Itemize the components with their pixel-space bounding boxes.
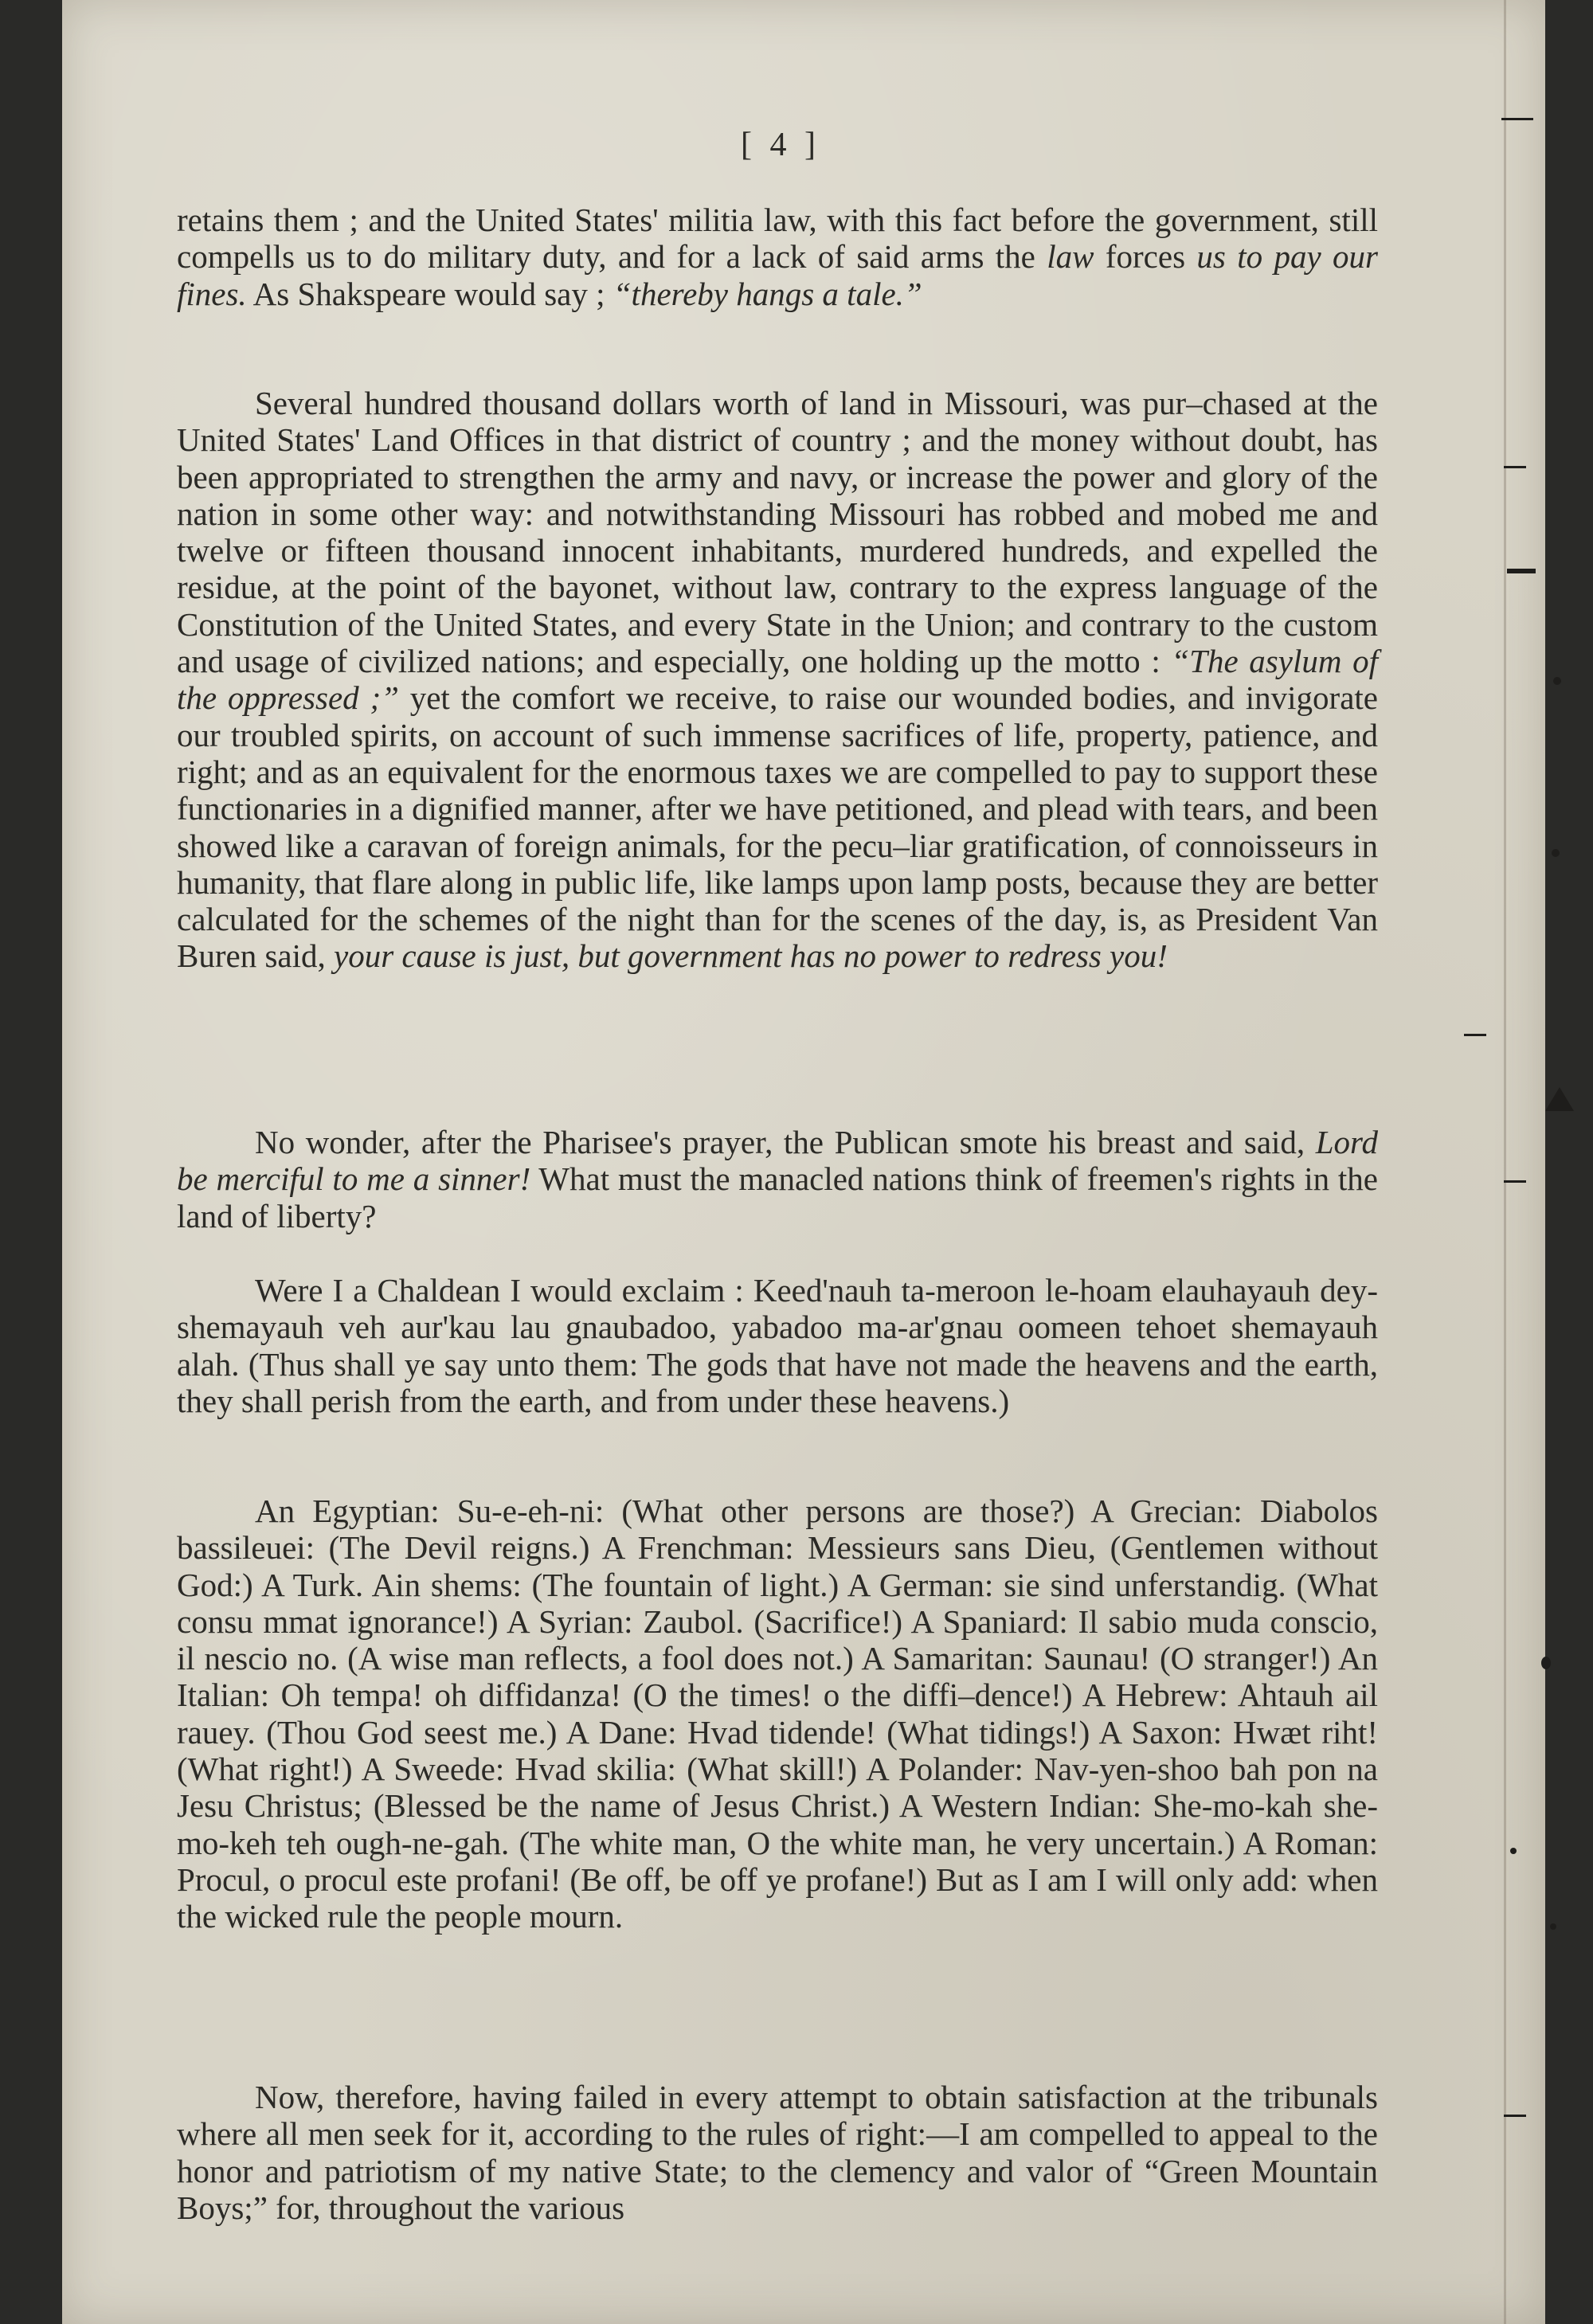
margin-mark bbox=[1501, 118, 1533, 120]
p1-italic-quote: “thereby hangs a tale.” bbox=[613, 275, 922, 312]
margin-mark bbox=[1541, 1657, 1551, 1669]
p1-italic-fines: us to pay our fines. bbox=[177, 238, 1378, 312]
p3-text-a: No wonder, after the Pharisee's prayer, the Publican smote his breast and said, bbox=[255, 1124, 1316, 1160]
margin-mark bbox=[1507, 569, 1536, 573]
paragraph-militia-law bbox=[177, 201, 1378, 312]
p2-text-a: Several hundred thousand dollars worth of land in Missouri, was pur–chased at the United States' Land Offices in that district of country ; and the money without doubt, has been appropriated to strengthen the army and navy, or increase the power and glory of the nation in some other way: and notwithstanding Missouri has robbed and mobed me and twelve or fifteen thousand innocent inhabitants, murdered hundreds, and expelled the residue, at the point of the bayonet, without law, contrary to the express language of the Constitution of the United States, and every State in the Union; and contrary to the custom and usage of civilized nations; and especially, one holding up the motto : bbox=[177, 385, 1378, 680]
margin-mark bbox=[1504, 466, 1526, 468]
page-fold-line bbox=[1504, 0, 1506, 2324]
margin-mark bbox=[1553, 677, 1561, 685]
p2-text-c: yet the comfort we receive, to raise our wounded bodies, and invigorate our troubled spirits, on account of such immense sacrifices of life, property, patience, and right; and as an equivalent for the enormous taxes we are compelled to pay to support these functionaries in a dignified manner, after we have petitioned, and plead with tears, and been showed like a caravan of foreign animals, for the pecu–liar gratification, of connoisseurs in humanity, that flare along in public life, like lamps upon lamp posts, because they are better calculated for the schemes of the night than for the scenes of the day, is, as President Van Buren said, bbox=[177, 679, 1378, 975]
p2-italic-motto: “The asylum of the oppressed ;” bbox=[177, 643, 1378, 717]
p6-text-a: Now, therefore, having failed in every attempt to obtain satisfaction at the tribunals where all men seek for it, according to the rules of right:—I am compelled to appeal to the honor and patriotism of my native State; to the clemency and valor of “Green Mountain Boys;” for, throughout the various bbox=[177, 2079, 1378, 2226]
p1-italic-law: law bbox=[1047, 238, 1094, 276]
paragraph-pharisee bbox=[177, 1124, 1378, 1234]
p4-text-a: Were I a Chaldean I would exclaim : Keed'nauh ta-meroon le-hoam elauhayauh dey-shemayauh veh aur'kau lau gnaubadoo, yabadoo ma-ar'gnau oomeen tehoet shemayauh alah. (Thus shall ye say unto them: The gods that have not made the heavens and the earth, they shall perish from the earth, and from under these heavens.) bbox=[177, 1272, 1378, 1419]
margin-mark bbox=[1464, 1034, 1486, 1036]
p3-italic-prayer: Lord be merciful to me a sinner! bbox=[177, 1124, 1378, 1198]
paragraph-missouri-land bbox=[177, 385, 1378, 975]
margin-mark bbox=[1545, 1087, 1574, 1111]
p2-italic-van-buren: your cause is just, but government has no power to redress you! bbox=[334, 937, 1168, 975]
margin-mark bbox=[1504, 2115, 1526, 2117]
paragraph-chaldean bbox=[177, 1272, 1378, 1419]
p3-text-c: What must the manacled nations think of freemen's rights in the land of liberty? bbox=[177, 1160, 1378, 1234]
paragraph-languages bbox=[177, 1493, 1378, 1935]
margin-mark bbox=[1552, 849, 1560, 857]
paragraph-appeal bbox=[177, 2079, 1378, 2226]
p1-text-a: retains them ; and the United States' militia law, with this fact before the government, still compells us to do military duty, and for a lack of said arms the bbox=[177, 201, 1378, 276]
margin-mark bbox=[1550, 1923, 1556, 1930]
p1-text-c: forces bbox=[1094, 238, 1197, 276]
page-number: [ 4 ] bbox=[741, 127, 820, 163]
margin-mark bbox=[1510, 1848, 1517, 1854]
p5-text-a: An Egyptian: Su-e-eh-ni: (What other persons are those?) A Grecian: Diabolos bassileuei: (The Devil reigns.) A Frenchman: Messieurs sans Dieu, (Gentlemen without God:) A Turk. Ain shems: (The fountain of light.) A German: sie sind unferstandig. (What consu mmat ignorance!) A Syrian: Zaubol. (Sacrifice!) A Spaniard: Il sabio muda conscio, il nescio no. (A wise man reflects, a fool does not.) A Samaritan: Saunau! (O stranger!) An Italian: Oh tempa! oh diffidanza! (O the times! o the diffi–dence!) A Hebrew: Ahtauh ail rauey. (Thou God seest me.) A Dane: Hvad tidende! (What tidings!) A Saxon: Hwæt riht! (What right!) A Sweede: Hvad skilia: (What skill!) A Polander: Nav-yen-shoo bah pon na Jesu Christus; (Blessed be the name of Jesus Christ.) A Western Indian: She-mo-kah she-mo-keh teh ough-ne-gah. (The white man, O the white man, he very uncertain.) A Roman: Procul, o procul este profani! (Be off, be off ye profane!) But as I am I will only add: when the wicked rule the people mourn. bbox=[177, 1493, 1378, 1935]
margin-mark bbox=[1504, 1180, 1526, 1183]
p1-text-e: As Shakspeare would say ; bbox=[246, 275, 613, 312]
